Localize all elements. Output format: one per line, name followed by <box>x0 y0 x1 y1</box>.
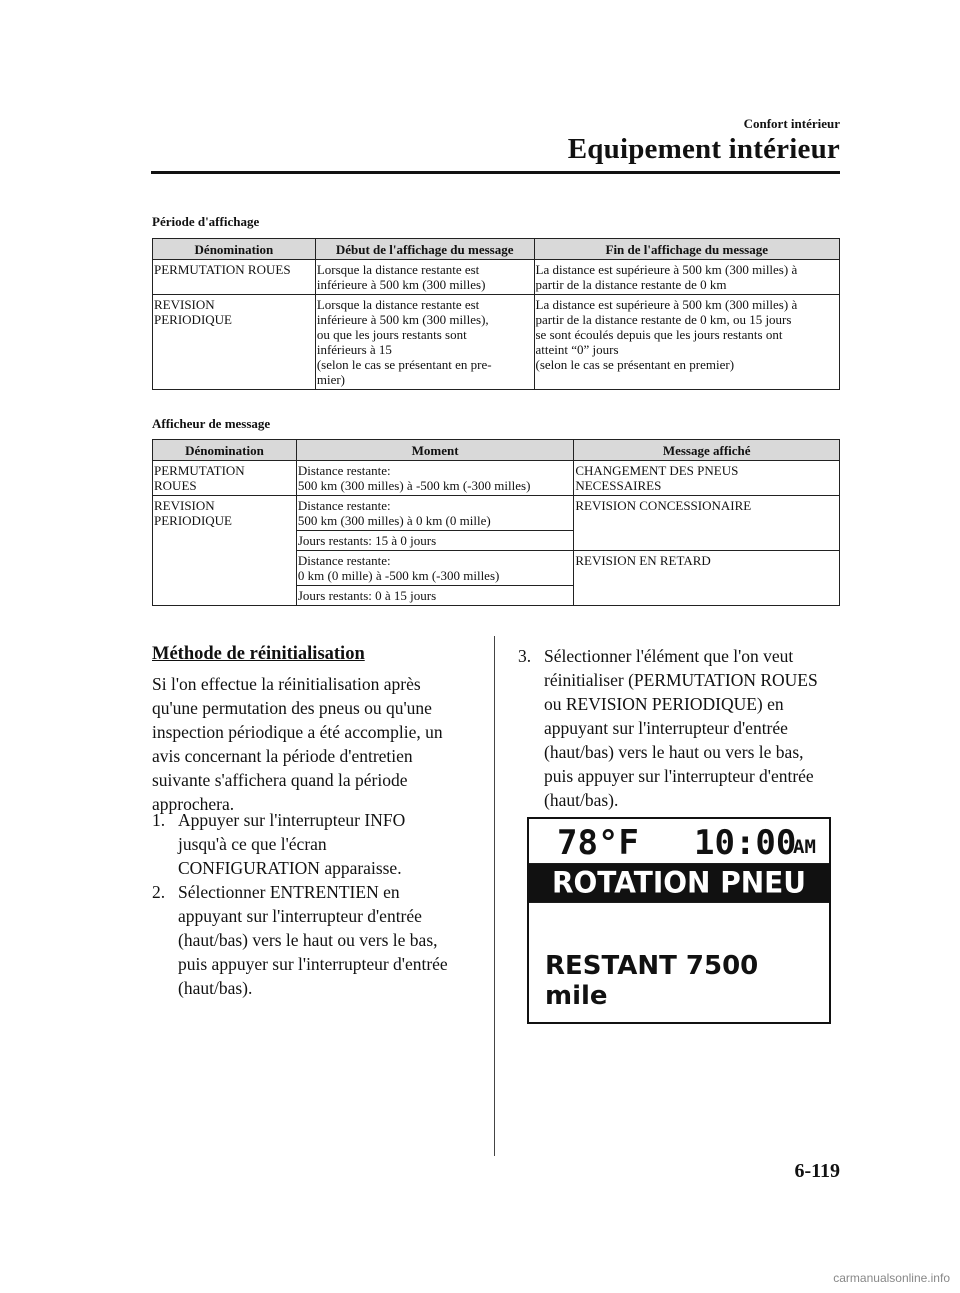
display-status-bar <box>529 819 829 863</box>
table-cell: REVISION PERIODIQUE <box>153 295 316 390</box>
display-clock: 10:00 <box>694 823 797 863</box>
table-cell: REVISION PERIODIQUE <box>153 496 297 606</box>
table-cell: REVISION CONCESSIONAIRE <box>574 496 840 551</box>
table-row <box>153 496 840 531</box>
header-section: Confort intérieur <box>743 116 840 131</box>
step-text: Sélectionner ENTRENTIEN en appuyant sur l'interrupteur d'entrée (haut/bas) vers le haut ou vers le bas, puis appuyer sur l'interrupteur d'entrée (haut/bas). <box>178 882 448 998</box>
table-cell: Jours restants: 0 à 15 jours <box>296 586 573 606</box>
table-cell: La distance est supérieure à 500 km (300 milles) à partir de la distance restante de 0 km <box>534 260 840 295</box>
table-cell: Lorsque la distance restante est inférieure à 500 km (300 milles) <box>315 260 534 295</box>
intro-paragraph: Si l'on effectue la réinitialisation après qu'une permutation des pneus ou qu'une inspection périodique a été accomplie, un avis concernant la période d'entretien suivante s'affichera quand la période approchera. <box>152 674 443 814</box>
table1-caption: Période d'affichage <box>152 214 260 229</box>
table-cell: Jours restants: 15 à 0 jours <box>296 531 573 551</box>
header-rule <box>151 171 840 174</box>
table-header-row <box>153 239 840 260</box>
table-header-cell: Début de l'affichage du message <box>315 239 534 260</box>
message-display-table <box>152 439 840 606</box>
display-temperature: 78°F <box>557 823 639 863</box>
table-header-cell: Fin de l'affichage du message <box>534 239 840 260</box>
step-text: Appuyer sur l'interrupteur INFO jusqu'à ce que l'écran CONFIGURATION apparaisse. <box>178 810 406 878</box>
table-cell: Lorsque la distance restante est inférieure à 500 km (300 milles), ou que les jours restants sont inférieurs à 15 (selon le cas se présentant en pre- mier) <box>315 295 534 390</box>
step-item <box>152 808 487 880</box>
table-cell: Distance restante: 0 km (0 mille) à -500 km (-300 milles) <box>296 551 573 586</box>
table-cell: Distance restante: 500 km (300 milles) à -500 km (-300 milles) <box>296 461 573 496</box>
info-display-illustration <box>527 817 831 1024</box>
table2-caption: Afficheur de message <box>152 416 271 431</box>
watermark: carmanualsonline.info <box>833 1271 950 1285</box>
display-banner: ROTATION PNEU <box>529 863 829 903</box>
display-ampm: AM <box>793 836 816 858</box>
column-divider <box>494 636 495 1156</box>
page-number: 6-119 <box>794 1160 840 1182</box>
table-row <box>153 461 840 496</box>
table-cell: PERMUTATION ROUES <box>153 461 297 496</box>
step-number: 2. <box>152 882 166 902</box>
table-cell: REVISION EN RETARD <box>574 551 840 606</box>
section-title: Méthode de réinitialisation <box>152 644 365 664</box>
table-header-cell: Moment <box>296 440 573 461</box>
step-item <box>518 644 848 812</box>
table-header-cell: Message affiché <box>574 440 840 461</box>
step-number: 1. <box>152 810 166 830</box>
table-row <box>153 295 840 390</box>
table-cell: CHANGEMENT DES PNEUS NECESSAIRES <box>574 461 840 496</box>
table-cell: La distance est supérieure à 500 km (300 milles) à partir de la distance restante de 0 km, ou 15 jours se sont écoulés depuis que les jours restants ont atteint “0” jours (selon le cas se présentant en premier) <box>534 295 840 390</box>
display-period-table <box>152 238 840 390</box>
table-header-cell: Dénomination <box>153 440 297 461</box>
table-cell: Distance restante: 500 km (300 milles) à 0 km (0 mille) <box>296 496 573 531</box>
step-text: Sélectionner l'élément que l'on veut réinitialiser (PERMUTATION ROUES ou REVISION PERIODIQUE) en appuyant sur l'interrupteur d'entrée (haut/bas) vers le haut ou vers le bas, puis appuyer sur l'interrupteur d'entrée (haut/bas). <box>544 646 818 810</box>
table-header-cell: Dénomination <box>153 239 316 260</box>
display-remaining: RESTANT 7500 mile <box>545 951 759 1011</box>
table-row <box>153 260 840 295</box>
table-header-row <box>153 440 840 461</box>
step-number: 3. <box>518 646 532 666</box>
page-title: Equipement intérieur <box>567 133 840 165</box>
table-cell: PERMUTATION ROUES <box>153 260 316 295</box>
step-item <box>152 880 487 1000</box>
